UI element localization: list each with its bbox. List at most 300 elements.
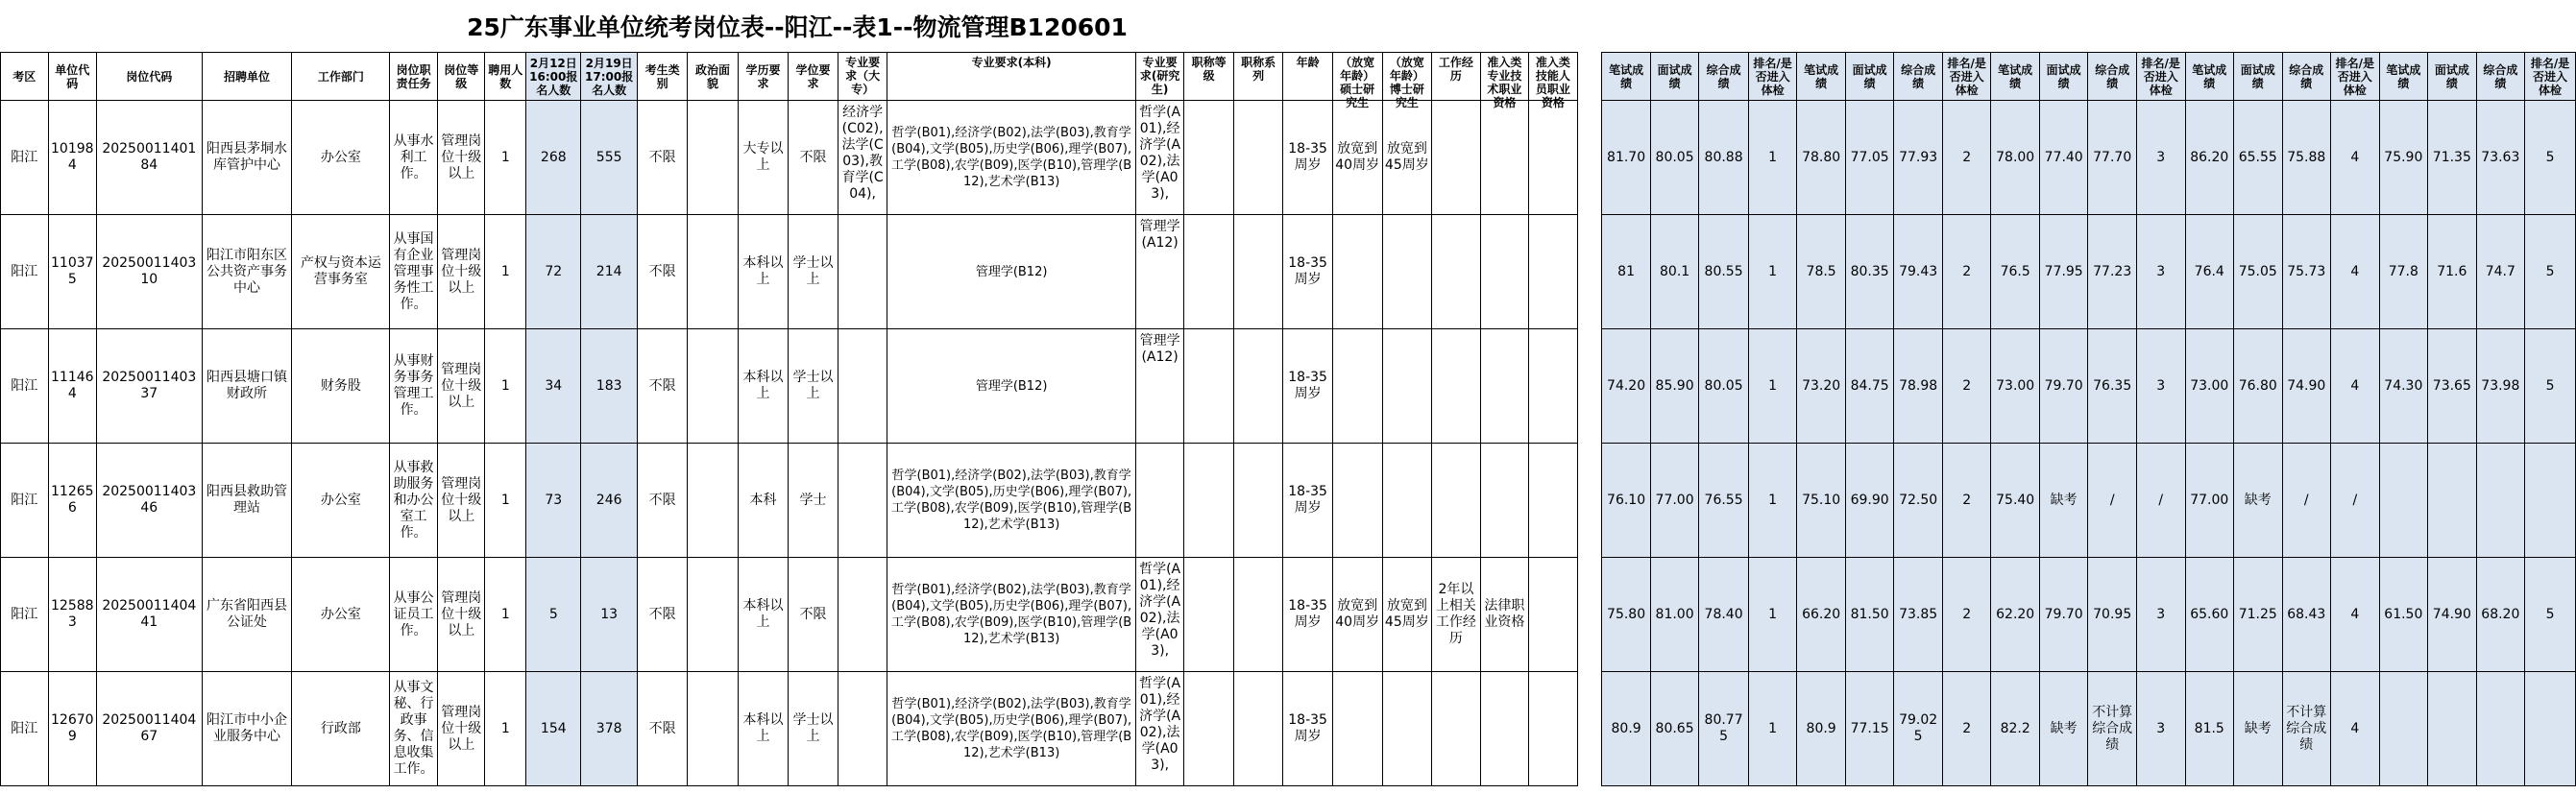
cell-col-0 [1, 558, 49, 672]
cell-value [1236, 217, 1280, 326]
cell-col-11 [688, 444, 738, 558]
cell-value: 不计算综合成绩 [2286, 704, 2327, 753]
cell-col-20 [1332, 329, 1382, 444]
cell-value [1186, 331, 1230, 441]
cell-value: 73.00 [2190, 377, 2229, 394]
cell-col-13 [789, 101, 838, 215]
cell-value: 80.65 [1655, 720, 1694, 736]
cell-col-12 [738, 101, 788, 215]
cell-col-3 [202, 101, 292, 215]
cell-col-15 [887, 215, 1135, 329]
cell-value [690, 560, 735, 669]
cell-value: 13 [600, 606, 619, 622]
header-col-0 [1, 53, 49, 101]
header-col-27 [1699, 53, 1748, 101]
cell-value [2430, 445, 2474, 555]
cell-value: 1 [1768, 149, 1778, 165]
cell-value: 从事救助服务和办公室工作。 [393, 459, 434, 541]
cell-value: 4 [2350, 149, 2360, 165]
cell-col-41 [2379, 329, 2428, 444]
cell-col-30 [1845, 101, 1894, 215]
cell-value: 1 [500, 720, 510, 736]
cell-value: 不限 [648, 720, 676, 736]
cell-value [1236, 103, 1280, 212]
header-cell: 综合成绩 [2095, 62, 2130, 90]
cell-col-21 [1382, 101, 1432, 215]
cell-col-9 [581, 444, 637, 558]
cell-col-19 [1283, 215, 1333, 329]
cell-value: 阳西县茅垌水库管护中心 [207, 141, 288, 173]
cell-value: 哲学(A01),经济学(A02),法学(A03), [1139, 562, 1181, 659]
cell-col-16 [1135, 444, 1184, 558]
cell-value: 71.35 [2432, 149, 2471, 165]
cell-col-43 [2476, 215, 2525, 329]
cell-value [1531, 217, 1574, 326]
cell-col-40 [2331, 558, 2380, 672]
cell-value: 从事国有企业管理事务性工作。 [393, 230, 434, 312]
cell-value: 2025001140467 [102, 712, 197, 744]
cell-value: 阳江市阳东区公共资产事务中心 [207, 247, 288, 296]
cell-col-14 [838, 558, 887, 672]
cell-col-32 [1942, 444, 1991, 558]
cell-value: 18-35周岁 [1288, 712, 1327, 744]
header-cell: 招聘单位 [224, 69, 271, 84]
cell-col-8 [526, 215, 581, 329]
cell-value: 本科 [749, 492, 777, 508]
cell-value [1483, 217, 1527, 326]
cell-col-33 [1991, 329, 2040, 444]
cell-col-12 [738, 558, 788, 672]
cell-value: 75.40 [1996, 492, 2035, 508]
header-col-43 [2476, 53, 2525, 101]
cell-value: / [2158, 492, 2164, 508]
cell-value: 2年以上相关工作经历 [1435, 582, 1476, 646]
cell-value: 管理学(B12) [975, 378, 1048, 394]
cell-col-24 [1529, 558, 1577, 672]
cell-col-31 [1894, 329, 1943, 444]
header-cell: 笔试成绩 [1804, 62, 1839, 90]
header-col-20 [1332, 53, 1382, 109]
cell-col-21 [1382, 558, 1432, 672]
cell-col-24 [1529, 444, 1577, 558]
cell-value [690, 217, 735, 326]
cell-col-25 [1602, 329, 1651, 444]
cell-col-20 [1332, 558, 1382, 672]
cell-value: 74.90 [2287, 377, 2326, 394]
cell-col-1 [48, 672, 96, 786]
cell-value: 本科以上 [742, 598, 784, 630]
cell-value: 1 [1768, 492, 1778, 508]
cell-col-8 [526, 101, 581, 215]
cell-value: 75.90 [2384, 149, 2423, 165]
cell-col-39 [2282, 329, 2331, 444]
cell-col-34 [2039, 101, 2088, 215]
cell-value: 1 [1768, 377, 1778, 394]
cell-col-27 [1699, 215, 1748, 329]
header-col-22 [1432, 53, 1481, 101]
header-col-17 [1184, 53, 1233, 101]
header-col-5 [390, 53, 438, 101]
cell-col-40 [2331, 215, 2380, 329]
header-cell: 排名/是否进入体检 [2530, 56, 2570, 97]
header-cell: 综合成绩 [1706, 62, 1741, 90]
cell-col-42 [2428, 444, 2477, 558]
header-cell: 学位要求 [795, 62, 831, 90]
cell-col-17 [1184, 329, 1233, 444]
cell-value: 缺考 [2050, 720, 2078, 736]
cell-col-5 [390, 101, 438, 215]
cell-value [1483, 674, 1527, 783]
cell-value [2479, 445, 2523, 555]
cell-value: 73.85 [1899, 606, 1938, 622]
cell-value: 管理学(B12) [975, 264, 1048, 279]
cell-col-37 [2185, 444, 2234, 558]
spacer-cell [1577, 53, 1602, 101]
header-cell: 面试成绩 [2240, 62, 2275, 90]
cell-value: / [2352, 492, 2358, 508]
cell-value: 81.70 [1607, 149, 1646, 165]
cell-col-3 [202, 444, 292, 558]
table-row [1, 444, 2576, 558]
cell-value: 61.50 [2384, 606, 2423, 622]
header-col-21 [1382, 53, 1432, 109]
cell-col-25 [1602, 672, 1651, 786]
cell-value: 管理岗位十级以上 [441, 361, 482, 410]
header-cell: 面试成绩 [1657, 62, 1692, 90]
header-cell: 排名/是否进入体检 [2335, 56, 2374, 97]
cell-value: 66.20 [1802, 606, 1841, 622]
cell-col-33 [1991, 672, 2040, 786]
cell-value [2527, 445, 2573, 555]
cell-value: 管理岗位十级以上 [441, 704, 482, 753]
cell-value: 18-35周岁 [1288, 370, 1327, 401]
spacer-cell [1577, 215, 1602, 329]
cell-col-29 [1797, 329, 1846, 444]
cell-value: 77.00 [1655, 492, 1694, 508]
header-col-16 [1135, 53, 1184, 101]
cell-col-5 [390, 444, 438, 558]
cell-value: 阳江 [11, 263, 38, 279]
cell-col-27 [1699, 672, 1748, 786]
cell-col-29 [1797, 101, 1846, 215]
cell-value [1335, 674, 1380, 783]
cell-value: 从事公证员工作。 [393, 589, 434, 638]
cell-col-30 [1845, 444, 1894, 558]
header-col-25 [1602, 53, 1651, 101]
cell-value: 财务股 [320, 377, 361, 394]
cell-value: 学士 [799, 492, 827, 508]
cell-value: 不限 [648, 492, 676, 508]
header-cell: 单位代码 [55, 62, 90, 90]
cell-value: 77.23 [2093, 263, 2132, 279]
cell-col-1 [48, 444, 96, 558]
cell-col-11 [688, 672, 738, 786]
cell-value: 4 [2350, 606, 2360, 622]
cell-col-34 [2039, 672, 2088, 786]
cell-col-17 [1184, 558, 1233, 672]
cell-col-3 [202, 329, 292, 444]
table-row [1, 672, 2576, 786]
cell-col-12 [738, 672, 788, 786]
cell-col-43 [2476, 558, 2525, 672]
cell-col-0 [1, 672, 49, 786]
header-col-32 [1942, 53, 1991, 101]
header-cell: 面试成绩 [1852, 62, 1887, 90]
cell-col-19 [1283, 101, 1333, 215]
cell-col-42 [2428, 215, 2477, 329]
cell-col-22 [1432, 558, 1481, 672]
cell-value [1434, 674, 1478, 783]
cell-col-9 [581, 672, 637, 786]
cell-col-42 [2428, 101, 2477, 215]
cell-col-21 [1382, 329, 1432, 444]
cell-col-27 [1699, 558, 1748, 672]
cell-col-1 [48, 101, 96, 215]
cell-value: 74.90 [2432, 606, 2471, 622]
header-cell: 学历要求 [745, 62, 781, 90]
cell-value: 管理岗位十级以上 [441, 589, 482, 638]
cell-value: 77.93 [1899, 149, 1938, 165]
header-cell: 排名/是否进入体检 [1947, 56, 1986, 97]
cell-value: 3 [2156, 263, 2166, 279]
cell-value [2430, 674, 2474, 783]
cell-col-18 [1233, 215, 1282, 329]
cell-col-40 [2331, 444, 2380, 558]
cell-value: 不限 [799, 149, 827, 165]
cell-col-43 [2476, 672, 2525, 786]
cell-value [1483, 331, 1527, 441]
cell-col-24 [1529, 672, 1577, 786]
cell-value [1186, 103, 1230, 212]
cell-value: 76.55 [1704, 492, 1743, 508]
cell-col-39 [2282, 444, 2331, 558]
cell-col-32 [1942, 101, 1991, 215]
cell-value: 1 [500, 263, 510, 279]
cell-col-7 [485, 558, 526, 672]
cell-col-32 [1942, 558, 1991, 672]
cell-col-1 [48, 558, 96, 672]
cell-col-23 [1480, 215, 1529, 329]
cell-value: 从事文秘、行政事务、信息收集工作。 [393, 680, 434, 777]
cell-value [1236, 560, 1280, 669]
cell-col-10 [637, 672, 687, 786]
cell-col-14 [838, 215, 887, 329]
cell-value: 112656 [51, 484, 94, 516]
cell-col-18 [1233, 558, 1282, 672]
cell-value [1434, 217, 1478, 326]
cell-col-34 [2039, 444, 2088, 558]
cell-col-12 [738, 215, 788, 329]
cell-value: 71.25 [2238, 606, 2277, 622]
cell-col-24 [1529, 215, 1577, 329]
cell-value: 管理岗位十级以上 [441, 475, 482, 524]
cell-col-6 [437, 672, 485, 786]
cell-col-5 [390, 215, 438, 329]
header-cell: 年龄 [1296, 56, 1320, 69]
cell-value [840, 558, 886, 671]
cell-value: 放宽到45周岁 [1384, 598, 1429, 630]
cell-value: 62.20 [1996, 606, 2035, 622]
cell-value: 75.73 [2287, 263, 2326, 279]
cell-value: 79.70 [2044, 377, 2083, 394]
cell-value: 75.05 [2238, 263, 2277, 279]
cell-value: 1 [1768, 720, 1778, 736]
cell-value: 72.50 [1899, 492, 1938, 508]
cell-value: 80.05 [1704, 377, 1743, 394]
header-cell: 考生类别 [644, 62, 680, 90]
header-cell: 2月19日17:00报名人数 [585, 56, 634, 97]
cell-col-22 [1432, 329, 1481, 444]
cell-value [1335, 445, 1380, 555]
header-col-30 [1845, 53, 1894, 101]
cell-value [1531, 331, 1574, 441]
cell-col-34 [2039, 215, 2088, 329]
cell-col-23 [1480, 558, 1529, 672]
cell-col-9 [581, 558, 637, 672]
cell-value: 管理岗位十级以上 [441, 247, 482, 296]
cell-col-15 [887, 558, 1135, 672]
cell-col-0 [1, 444, 49, 558]
cell-col-28 [1748, 329, 1797, 444]
cell-col-5 [390, 672, 438, 786]
header-col-9 [581, 53, 637, 101]
cell-value: 86.20 [2190, 149, 2229, 165]
cell-col-16 [1135, 101, 1184, 215]
cell-value: 72 [545, 263, 563, 279]
cell-value [1483, 445, 1527, 555]
header-cell: 职称等级 [1191, 56, 1227, 83]
cell-value [1138, 444, 1182, 557]
cell-value: 不限 [799, 606, 827, 622]
cell-col-14 [838, 444, 887, 558]
cell-value: 缺考 [2050, 492, 2078, 508]
cell-value: 5 [548, 606, 558, 622]
cell-col-27 [1699, 101, 1748, 215]
cell-col-21 [1382, 444, 1432, 558]
cell-value [1531, 674, 1574, 783]
cell-value: 学士以上 [792, 370, 834, 401]
cell-col-34 [2039, 558, 2088, 672]
cell-value: 80.9 [1611, 720, 1641, 736]
cell-value: 2025001140337 [102, 370, 197, 401]
cell-value: 77.05 [1850, 149, 1889, 165]
spacer-cell [1577, 101, 1602, 215]
header-cell: 笔试成绩 [2192, 62, 2227, 90]
cell-col-22 [1432, 101, 1481, 215]
cell-col-16 [1135, 672, 1184, 786]
cell-col-28 [1748, 558, 1797, 672]
cell-col-14 [838, 329, 887, 444]
cell-col-2 [97, 558, 203, 672]
cell-value: 73.00 [1996, 377, 2035, 394]
header-col-41 [2379, 53, 2428, 101]
cell-col-5 [390, 558, 438, 672]
cell-value: 法律职业资格 [1484, 598, 1525, 630]
cell-col-9 [581, 215, 637, 329]
cell-value: 80.9 [1806, 720, 1836, 736]
table-row [1, 101, 2576, 215]
cell-col-40 [2331, 101, 2380, 215]
cell-col-9 [581, 329, 637, 444]
cell-value: 78.5 [1806, 263, 1836, 279]
cell-value: 1 [500, 149, 510, 165]
cell-col-22 [1432, 215, 1481, 329]
cell-value [1186, 560, 1230, 669]
cell-col-35 [2088, 215, 2137, 329]
cell-col-35 [2088, 558, 2137, 672]
cell-value: 5 [2545, 263, 2555, 279]
cell-value [2527, 674, 2573, 783]
cell-value: 5 [2545, 377, 2555, 394]
cell-col-2 [97, 215, 203, 329]
cell-value: 1 [500, 492, 510, 508]
cell-col-1 [48, 329, 96, 444]
cell-col-19 [1283, 444, 1333, 558]
cell-value: 学士以上 [792, 712, 834, 744]
cell-value: 2 [1962, 377, 1972, 394]
cell-value: 大专以上 [742, 141, 784, 173]
cell-value: 73.20 [1802, 377, 1841, 394]
cell-value [2382, 445, 2426, 555]
cell-col-6 [437, 444, 485, 558]
cell-col-43 [2476, 329, 2525, 444]
cell-value: 3 [2156, 377, 2166, 394]
cell-value: / [2303, 492, 2309, 508]
cell-value [1335, 217, 1380, 326]
header-cell: 2月12日16:00报名人数 [529, 56, 578, 97]
cell-col-13 [789, 444, 838, 558]
cell-col-32 [1942, 329, 1991, 444]
cell-col-28 [1748, 101, 1797, 215]
cell-value: 阳江市中小企业服务中心 [207, 712, 288, 744]
cell-col-11 [688, 329, 738, 444]
cell-value: 放宽到40周岁 [1335, 598, 1380, 630]
cell-col-41 [2379, 101, 2428, 215]
cell-value: 2 [1962, 720, 1972, 736]
cell-col-30 [1845, 329, 1894, 444]
header-cell: 准入类专业技术职业资格 [1487, 56, 1522, 109]
cell-col-15 [887, 444, 1135, 558]
cell-col-32 [1942, 672, 1991, 786]
header-cell: 综合成绩 [2483, 62, 2518, 90]
cell-col-6 [437, 101, 485, 215]
cell-value: 从事财务事务管理工作。 [393, 353, 434, 418]
cell-col-39 [2282, 101, 2331, 215]
header-cell: 排名/是否进入体检 [1753, 56, 1792, 97]
cell-col-24 [1529, 329, 1577, 444]
cell-col-13 [789, 329, 838, 444]
cell-col-11 [688, 101, 738, 215]
cell-value: 74.20 [1607, 377, 1646, 394]
cell-value: 阳江 [11, 377, 38, 394]
cell-value: 76.35 [2093, 377, 2132, 394]
spacer-cell [1577, 444, 1602, 558]
header-cell: 笔试成绩 [1609, 62, 1644, 90]
cell-col-25 [1602, 444, 1651, 558]
cell-value: 哲学(A01),经济学(A02),法学(A03), [1139, 676, 1181, 773]
cell-col-30 [1845, 215, 1894, 329]
cell-col-26 [1650, 558, 1699, 672]
cell-col-41 [2379, 558, 2428, 672]
header-cell: 专业要求（大专） [845, 56, 881, 96]
cell-value: 70.95 [2093, 606, 2132, 622]
cell-col-10 [637, 444, 687, 558]
cell-value: 哲学(B01),经济学(B02),法学(B03),教育学(B04),文学(B05),历史学(B06),理学(B07),工学(B08),农学(B09),医学(B10),管理学(B12),艺术学(B13) [891, 469, 1132, 532]
cell-value: 2 [1962, 149, 1972, 165]
cell-value: 80.775 [1704, 712, 1743, 744]
cell-col-43 [2476, 444, 2525, 558]
cell-col-20 [1332, 672, 1382, 786]
